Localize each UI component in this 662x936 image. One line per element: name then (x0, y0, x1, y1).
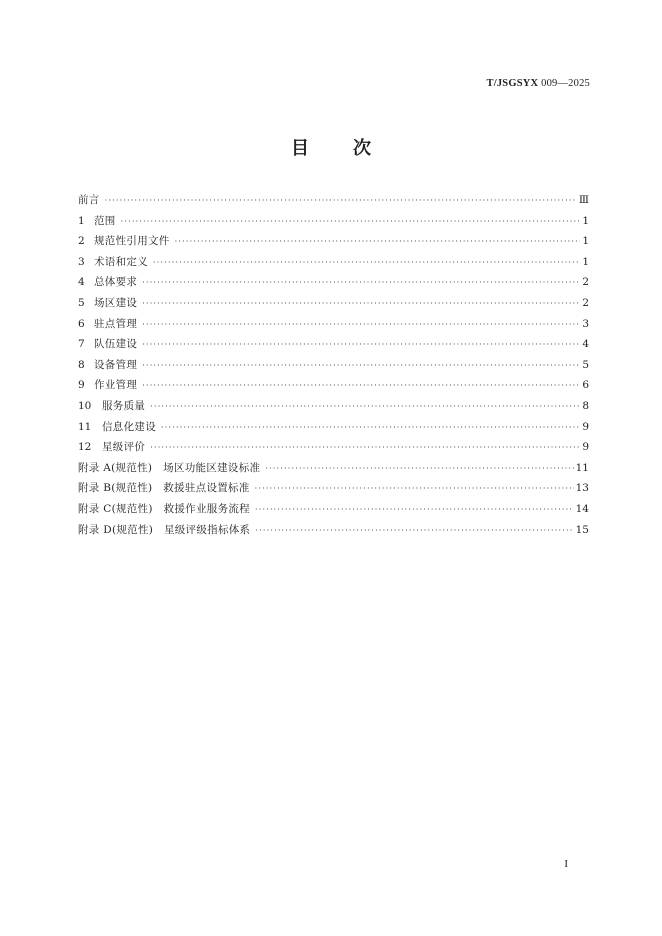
toc-leader-dots (142, 335, 580, 356)
toc-entry-number: 7 (78, 338, 85, 351)
toc-entry-page: 6 (582, 379, 589, 392)
toc-entry-label: 附录 A(规范性) 场区功能区建设标准 (78, 461, 261, 474)
toc-entry-page: 4 (582, 338, 589, 351)
toc-entry[interactable] (78, 396, 589, 417)
toc-entry-label: 星级评价 (102, 441, 146, 454)
toc-entry-label: 作业管理 (94, 379, 138, 392)
table-of-contents (78, 190, 589, 540)
toc-entry[interactable] (78, 211, 589, 232)
toc-entry-label: 总体要求 (94, 276, 138, 289)
toc-entry-label: 术语和定义 (94, 255, 148, 268)
toc-entry[interactable] (78, 355, 589, 376)
page-title-right: 次 (353, 138, 371, 159)
toc-entry-number: 5 (78, 296, 85, 309)
page-title (0, 134, 662, 160)
page-title-left: 目 (291, 138, 309, 159)
toc-leader-dots (142, 273, 580, 294)
toc-entry-page: 9 (582, 441, 589, 454)
toc-entry[interactable] (78, 252, 589, 273)
toc-entry[interactable] (78, 334, 589, 355)
toc-entry-page: 1 (582, 235, 589, 248)
toc-entry-page: 15 (575, 523, 589, 536)
toc-entry-page: 1 (582, 214, 589, 227)
toc-entry[interactable] (78, 231, 589, 252)
toc-entry[interactable] (78, 314, 589, 335)
toc-leader-dots (255, 521, 573, 542)
toc-leader-dots (105, 191, 577, 212)
toc-entry-label: 信息化建设 (102, 420, 156, 433)
toc-leader-dots (121, 212, 581, 233)
toc-leader-dots (255, 500, 574, 521)
toc-entry[interactable] (78, 458, 589, 479)
toc-entry-page: 2 (582, 296, 589, 309)
toc-entry-page: 14 (575, 502, 589, 515)
toc-leader-dots (142, 356, 580, 377)
toc-entry-number: 8 (78, 358, 85, 371)
toc-entry-page: 11 (575, 461, 589, 474)
toc-entry-label: 设备管理 (94, 358, 138, 371)
document-code-prefix: T/JSGSYX (486, 78, 539, 89)
toc-entry-label: 规范性引用文件 (94, 235, 170, 248)
toc-entry-label: 前言 (78, 194, 100, 206)
toc-entry-number: 1 (78, 214, 85, 227)
toc-leader-dots (150, 438, 580, 459)
toc-entry-number: 4 (78, 276, 85, 289)
toc-leader-dots (142, 376, 580, 397)
toc-entry-page: Ⅲ (578, 194, 589, 206)
toc-entry-label: 范围 (94, 214, 116, 227)
document-code-suffix: 009—2025 (538, 78, 590, 89)
toc-entry-label: 服务质量 (102, 399, 146, 412)
toc-entry-page: 5 (582, 358, 589, 371)
toc-entry-label: 队伍建设 (94, 338, 138, 351)
toc-entry[interactable] (78, 499, 589, 520)
toc-entry-number: 11 (78, 420, 92, 433)
toc-entry[interactable] (78, 375, 589, 396)
toc-entry-number: 6 (78, 317, 85, 330)
toc-entry-label: 驻点管理 (94, 317, 138, 330)
toc-entry-number: 2 (78, 235, 85, 248)
toc-entry-label: 附录 C(规范性) 救援作业服务流程 (78, 502, 250, 515)
document-code (487, 78, 590, 89)
toc-entry[interactable] (78, 190, 589, 211)
toc-leader-dots (150, 397, 580, 418)
toc-entry[interactable] (78, 417, 589, 438)
toc-leader-dots (142, 294, 580, 315)
toc-entry[interactable] (78, 478, 589, 499)
toc-entry-label: 附录 D(规范性) 星级评级指标体系 (78, 523, 251, 536)
toc-entry-number: 3 (78, 255, 85, 268)
toc-leader-dots (255, 479, 574, 500)
toc-entry[interactable] (78, 293, 589, 314)
toc-entry-page: 3 (582, 317, 589, 330)
toc-leader-dots (142, 315, 580, 336)
toc-leader-dots (265, 459, 573, 480)
toc-leader-dots (161, 418, 580, 439)
toc-entry-page: 13 (575, 482, 589, 495)
toc-entry[interactable] (78, 272, 589, 293)
toc-entry-page: 1 (582, 255, 589, 268)
toc-entry-page: 8 (582, 399, 589, 412)
toc-entry[interactable] (78, 437, 589, 458)
toc-entry-number: 9 (78, 379, 85, 392)
toc-entry-page: 2 (582, 276, 589, 289)
toc-entry[interactable] (78, 520, 589, 541)
toc-entry-number: 12 (78, 441, 92, 454)
toc-leader-dots (153, 253, 580, 274)
toc-entry-label: 附录 B(规范性) 救援驻点设置标准 (78, 482, 250, 495)
toc-leader-dots (175, 232, 581, 253)
toc-entry-number: 10 (78, 399, 92, 412)
footer-page-number: I (564, 858, 568, 870)
toc-entry-page: 9 (582, 420, 589, 433)
toc-entry-label: 场区建设 (94, 296, 138, 309)
